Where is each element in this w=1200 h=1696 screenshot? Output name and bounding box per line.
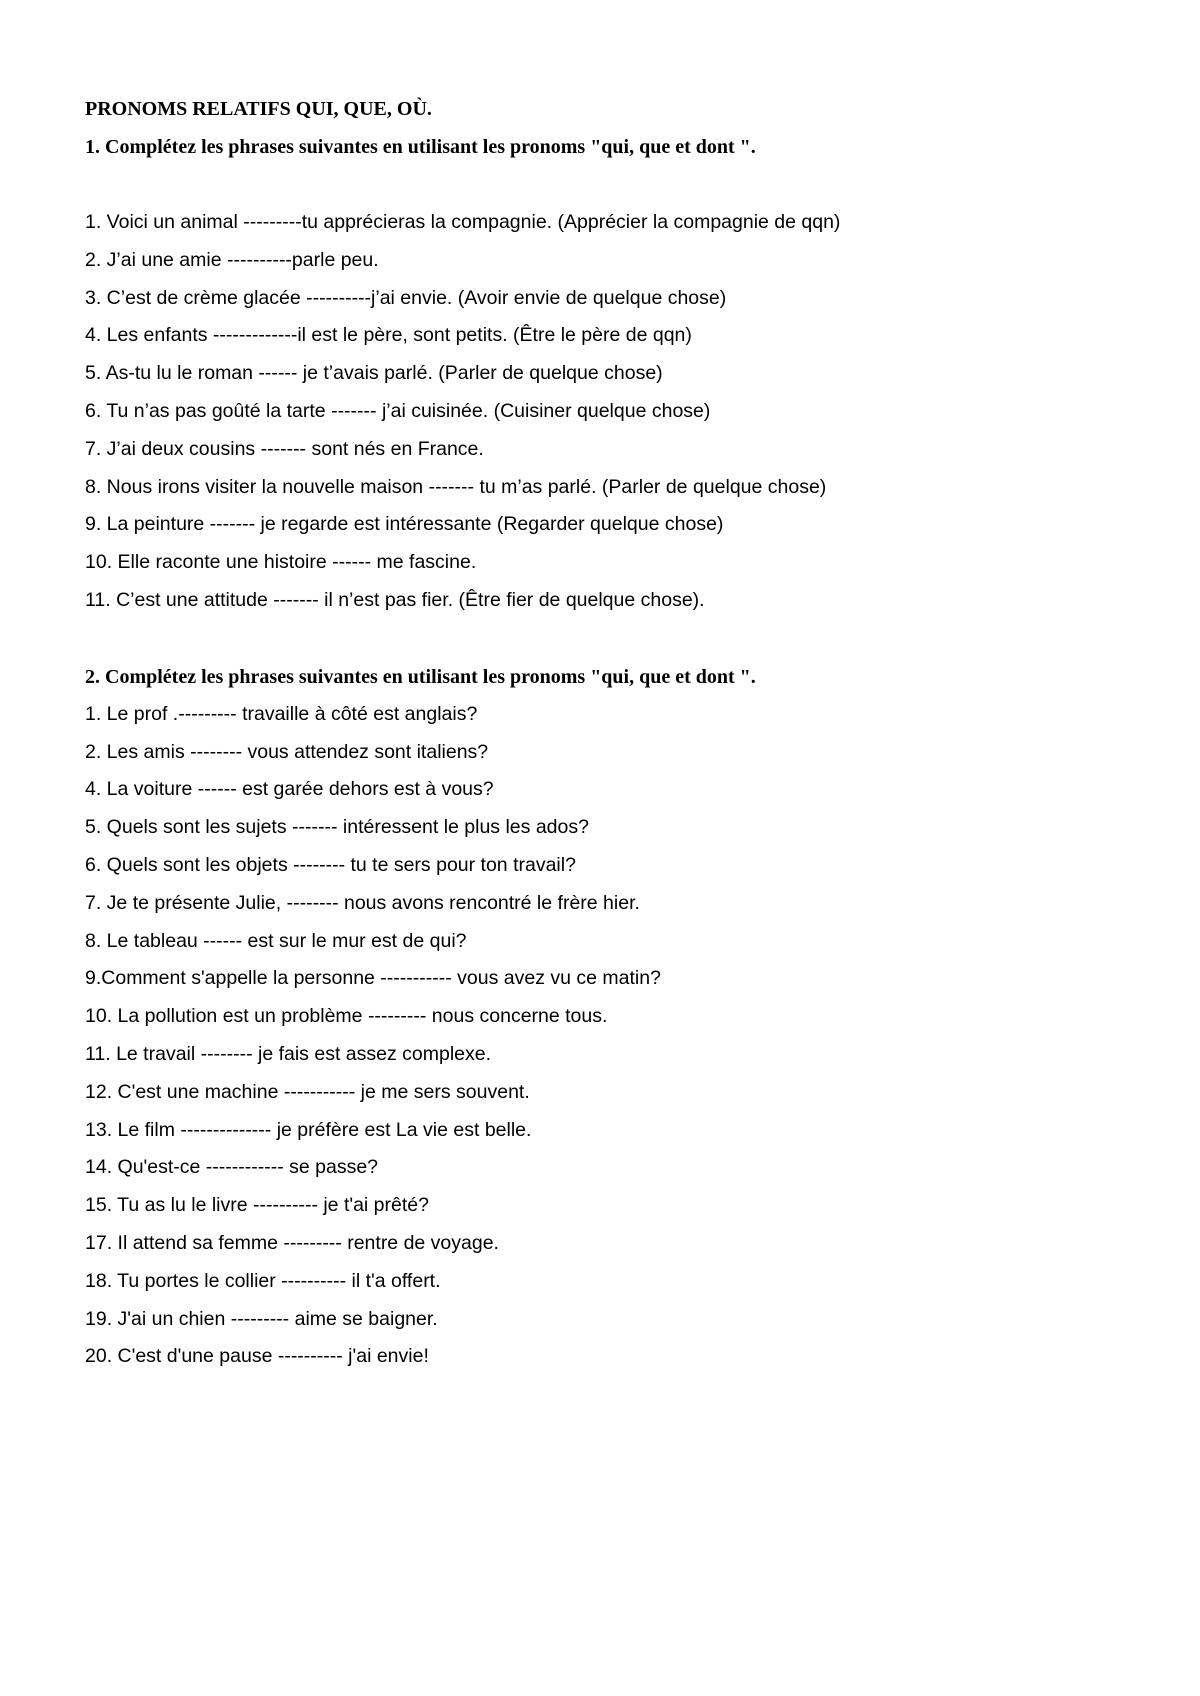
exercise-item: 12. C'est une machine ----------- je me sers souvent.	[85, 1080, 530, 1103]
exercise-item: 2. J’ai une amie ----------parle peu.	[85, 248, 379, 271]
blank-line	[85, 620, 1140, 658]
exercise-item: 5. Quels sont les sujets ------- intéressent le plus les ados?	[85, 816, 589, 839]
exercise-item: 11. C’est une attitude ------- il n’est pas fier. (Être fier de quelque chose).	[85, 588, 705, 611]
exercise-item: 13. Le film -------------- je préfère est La vie est belle.	[85, 1118, 532, 1141]
exercise-item: 8. Le tableau ------ est sur le mur est de qui?	[85, 929, 467, 952]
exercise-item: 6. Tu n’as pas goûté la tarte ------- j’ai cuisinée. (Cuisiner quelque chose)	[85, 399, 711, 422]
section-1-exercise-list	[85, 204, 1140, 620]
exercise-item: 5. As-tu lu le roman ------ je t’avais parlé. (Parler de quelque chose)	[85, 362, 663, 385]
exercise-item: 6. Quels sont les objets -------- tu te sers pour ton travail?	[85, 853, 576, 876]
exercise-item: 1. Le prof .--------- travaille à côté est anglais?	[85, 702, 478, 725]
document-title: PRONOMS RELATIFS QUI, QUE, OÙ.	[85, 98, 432, 120]
exercise-item: 4. Les enfants -------------il est le père, sont petits. (Être le père de qqn)	[85, 324, 692, 347]
exercise-item: 3. C’est de crème glacée ----------j’ai envie. (Avoir envie de quelque chose)	[85, 286, 727, 309]
exercise-item: 2. Les amis -------- vous attendez sont italiens?	[85, 740, 489, 763]
exercise-item: 10. La pollution est un problème --------- nous concerne tous.	[85, 1005, 608, 1028]
section-2-exercise-list	[85, 696, 1140, 1376]
exercise-item: 4. La voiture ------ est garée dehors est à vous?	[85, 778, 494, 801]
exercise-item: 17. Il attend sa femme --------- rentre de voyage.	[85, 1231, 499, 1254]
section-2-heading: 2. Complétez les phrases suivantes en utilisant les pronoms "qui, que et dont ".	[85, 665, 756, 688]
exercise-item: 20. C'est d'une pause ---------- j'ai envie!	[85, 1345, 429, 1368]
section-1-heading: 1. Complétez les phrases suivantes en utilisant les pronoms "qui, que et dont ".	[85, 136, 756, 158]
exercise-item: 8. Nous irons visiter la nouvelle maison ------- tu m’as parlé. (Parler de quelque chose)	[85, 475, 827, 498]
exercise-item: 18. Tu portes le collier ---------- il t'a offert.	[85, 1269, 441, 1292]
exercise-item: 9. La peinture ------- je regarde est intéressante (Regarder quelque chose)	[85, 513, 724, 536]
exercise-item: 9.Comment s'appelle la personne ----------- vous avez vu ce matin?	[85, 967, 661, 990]
exercise-item: 14. Qu'est-ce ------------ se passe?	[85, 1156, 379, 1179]
exercise-item: 15. Tu as lu le livre ---------- je t'ai prêté?	[85, 1194, 429, 1217]
exercise-item: 10. Elle raconte une histoire ------ me fascine.	[85, 551, 477, 574]
blank-line	[85, 166, 1140, 204]
exercise-item: 7. J’ai deux cousins ------- sont nés en France.	[85, 437, 484, 460]
exercise-item: 1. Voici un animal ---------tu apprécieras la compagnie. (Apprécier la compagnie de qqn)	[85, 211, 841, 233]
exercise-item: 7. Je te présente Julie, -------- nous avons rencontré le frère hier.	[85, 891, 640, 914]
exercise-item: 11. Le travail -------- je fais est assez complexe.	[85, 1042, 492, 1065]
exercise-item: 19. J'ai un chien --------- aime se baigner.	[85, 1307, 438, 1330]
